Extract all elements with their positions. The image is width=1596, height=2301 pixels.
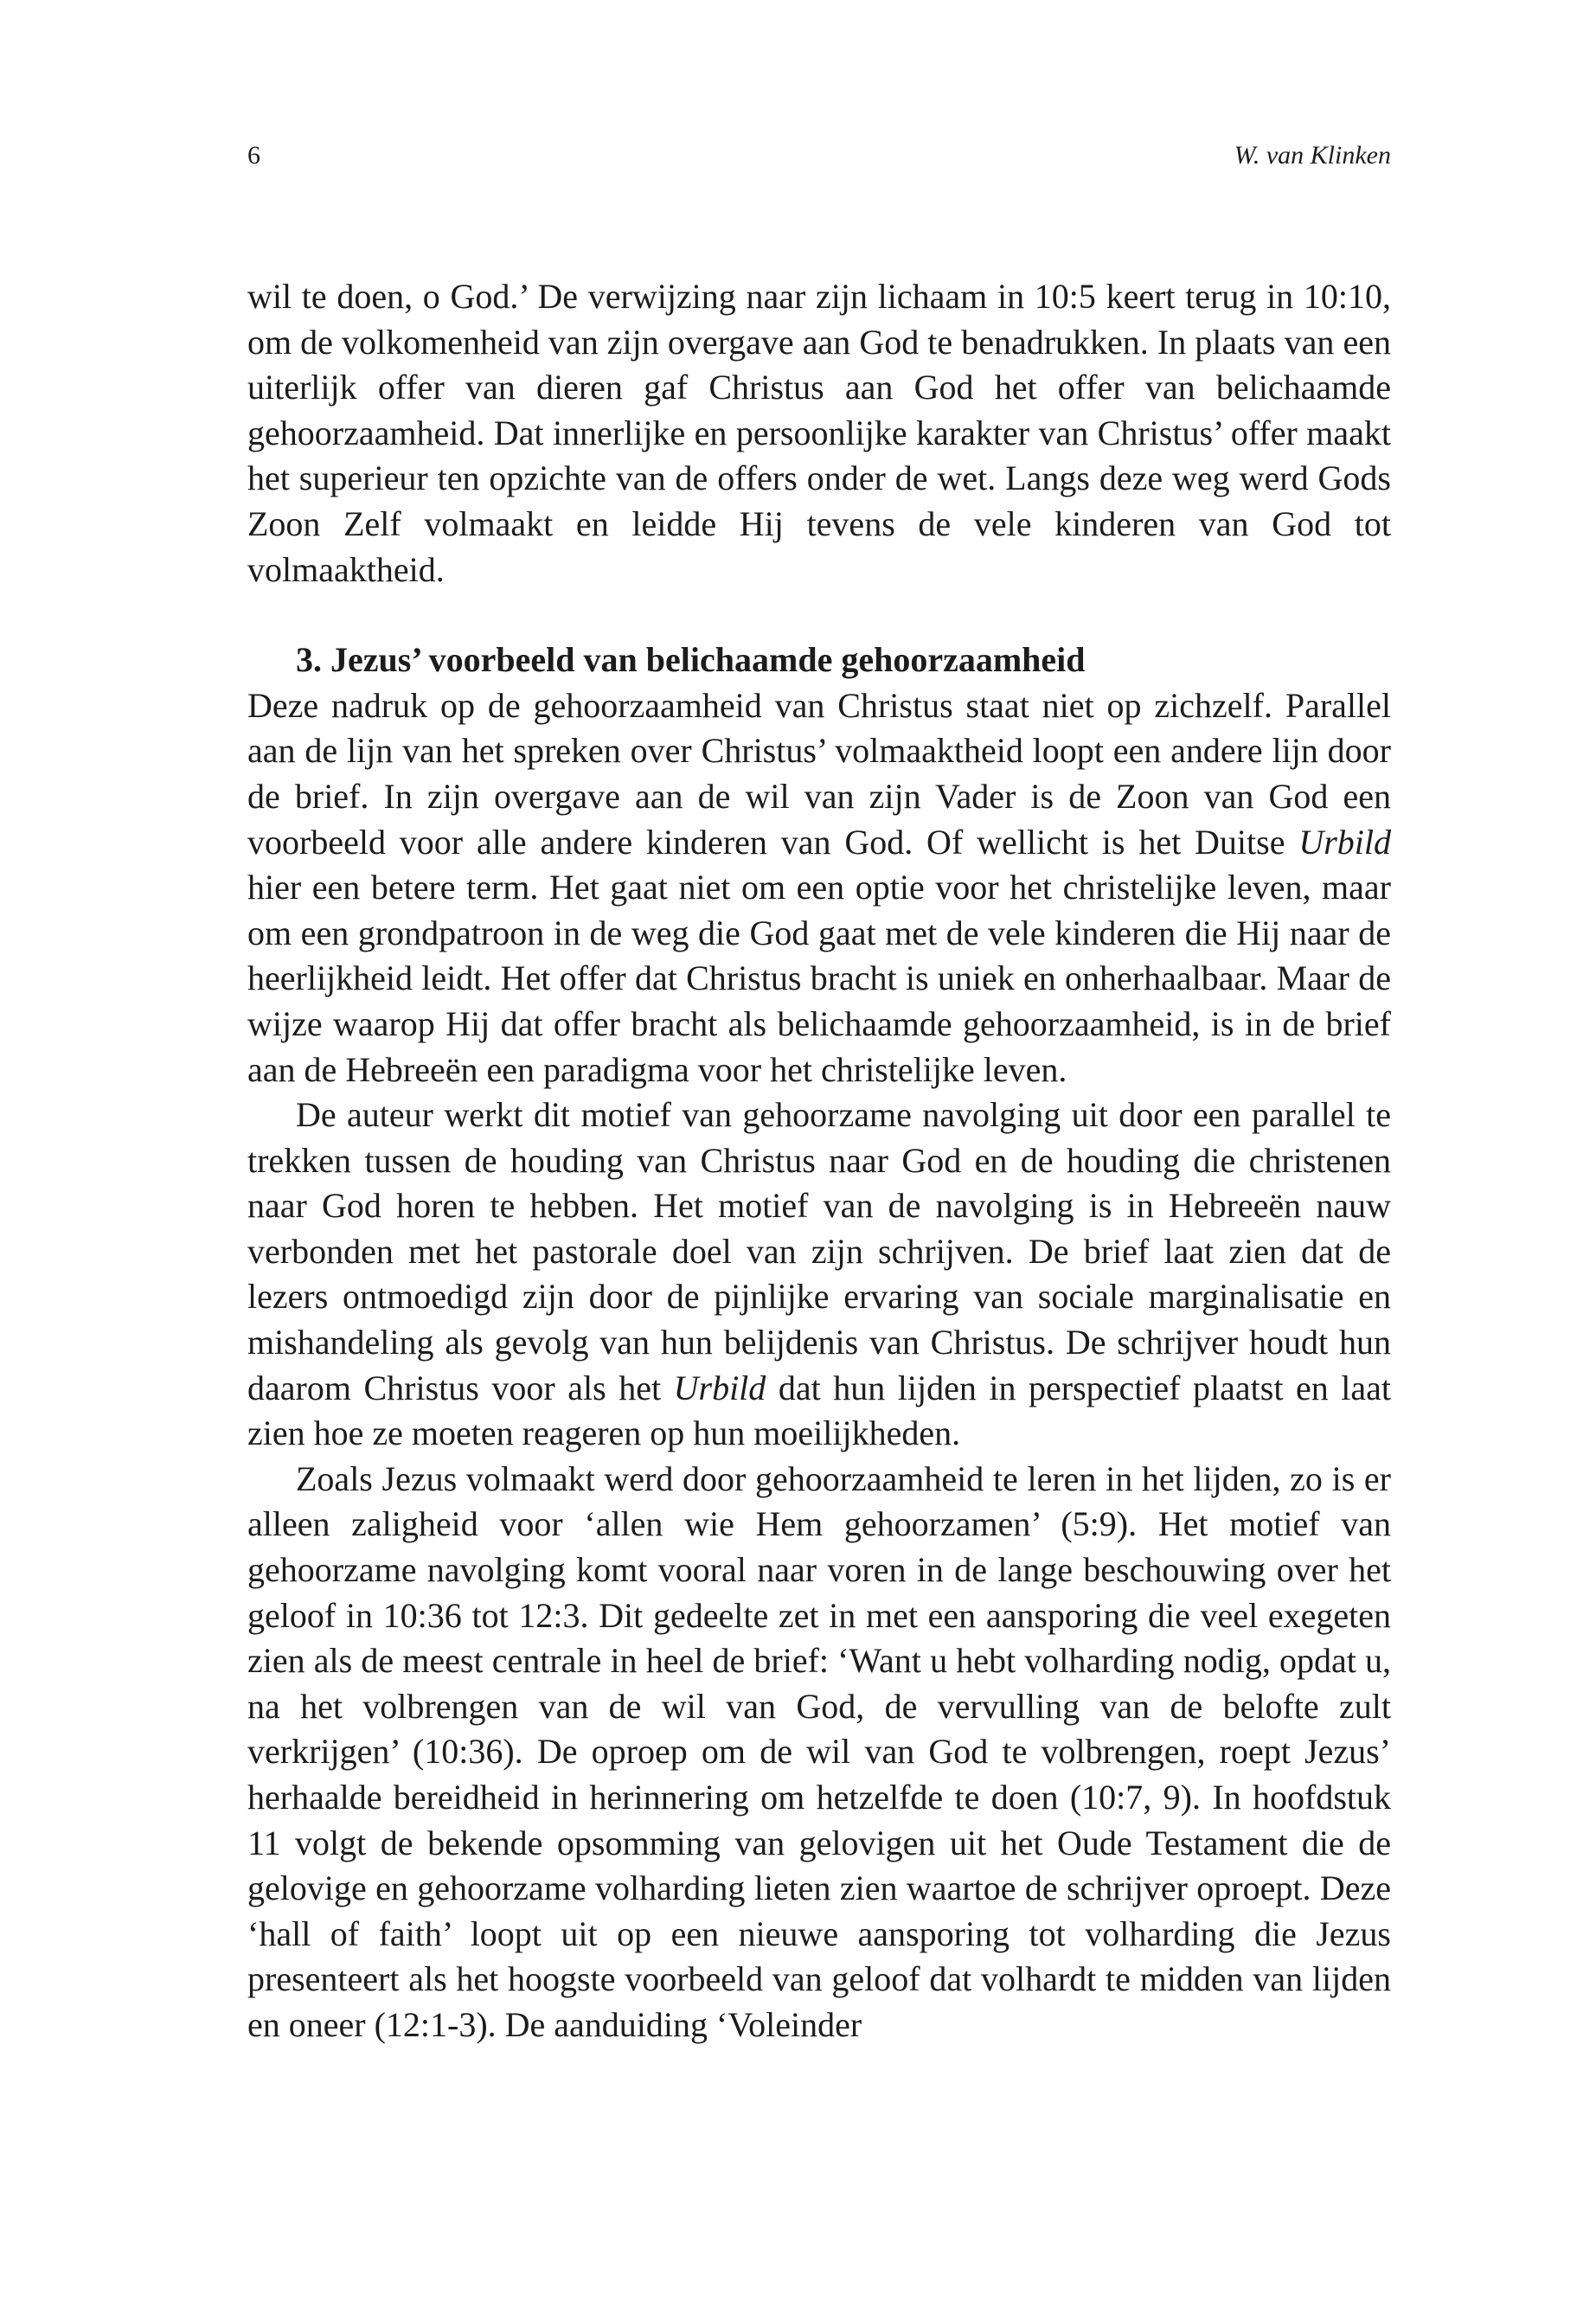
paragraph-2-part-a: Deze nadruk op de gehoorzaamheid van Christus staat niet op zichzelf. Parallel aan de lijn van het spreken over Christus’ volmaaktheid loopt een andere lijn door de brief. In zijn overgave aan de wil van zijn Vader is de Zoon van God een voorbeeld voor alle andere kinderen van God. Of wellicht is het Duitse [247, 685, 1391, 862]
paragraph-1: wil te doen, o God.’ De verwijzing naar zijn lichaam in 10:5 keert terug in 10:10, om de volkomenheid van zijn overgave aan God te benadrukken. In plaats van een uiterlijk offer van dieren gaf Christus aan God het offer van belichaamde gehoorzaamheid. Dat innerlijke en persoonlijke karakter van Christus’ offer maakt het superieur ten opzichte van de offers onder de wet. Langs deze weg werd Gods Zoon Zelf volmaakt en leidde Hij tevens de vele kinderen van God tot volmaaktheid. [247, 277, 1391, 589]
running-head-author: W. van Klinken [1234, 141, 1391, 170]
section-heading: 3. Jezus’ voorbeeld van belichaamde gehoorzaamheid [296, 640, 1086, 680]
paragraph-2 [247, 683, 1391, 1093]
paragraph-3 [247, 1093, 1391, 1457]
paragraph-2-term: Urbild [1298, 822, 1391, 862]
paragraph-3-part-a: De auteur werkt dit motief van gehoorzame navolging uit door een parallel te trekken tussen de houding van Christus naar God en de houding die christenen naar God horen te hebben. Het motief van de navolging is in Hebreeën nauw verbonden met het pastorale doel van zijn schrijven. De brief laat zien dat de lezers ontmoedigd zijn door de pijnlijke ervaring van sociale marginalisatie en mishandeling als gevolg van hun belijdenis van Christus. De schrijver houdt hun daarom Christus voor als het [247, 1095, 1391, 1407]
paragraph-3-part-b: dat hun lijden in perspectief plaatst en laat zien hoe ze moeten reageren op hun moeilijkheden. [247, 1368, 1392, 1453]
page-body [247, 274, 1391, 2048]
paragraph-3-term: Urbild [673, 1368, 766, 1407]
paragraph-4: Zoals Jezus volmaakt werd door gehoorzaamheid te leren in het lijden, zo is er alleen zaligheid voor ‘allen wie Hem gehoorzamen’ (5:9). Het motief van gehoorzame navolging komt vooral naar voren in de lange beschouwing over het geloof in 10:36 tot 12:3. Dit gedeelte zet in met een aansporing die veel exegeten zien als de meest centrale in heel de brief: ‘Want u hebt volharding nodig, opdat u, na het volbrengen van de wil van God, de vervulling van de belofte zult verkrijgen’ (10:36). De oproep om de wil van God te volbrengen, roept Jezus’ herhaalde bereidheid in herinnering om hetzelfde te doen (10:7, 9). In hoofdstuk 11 volgt de bekende opsomming van gelovigen uit het Oude Testament die de gelovige en gehoorzame volharding lieten zien waartoe de schrijver oproept. Deze ‘hall of faith’ loopt uit op een nieuwe aansporing tot volharding die Jezus presenteert als het hoogste voorbeeld van geloof dat volhardt te midden van lijden en oneer (12:1-3). De aanduiding ‘Voleinder [247, 1458, 1391, 2044]
page-number: 6 [247, 141, 260, 170]
paragraph-2-part-b: hier een betere term. Het gaat niet om een optie voor het christelijke leven, maar om een grondpatroon in de weg die God gaat met de vele kinderen die Hij naar de heerlijkheid leidt. Het offer dat Christus bracht is uniek en onherhaalbaar. Maar de wijze waarop Hij dat offer bracht als belichaamde gehoorzaamheid, is in de brief aan de Hebreeën een paradigma voor het christelijke leven. [247, 868, 1391, 1089]
